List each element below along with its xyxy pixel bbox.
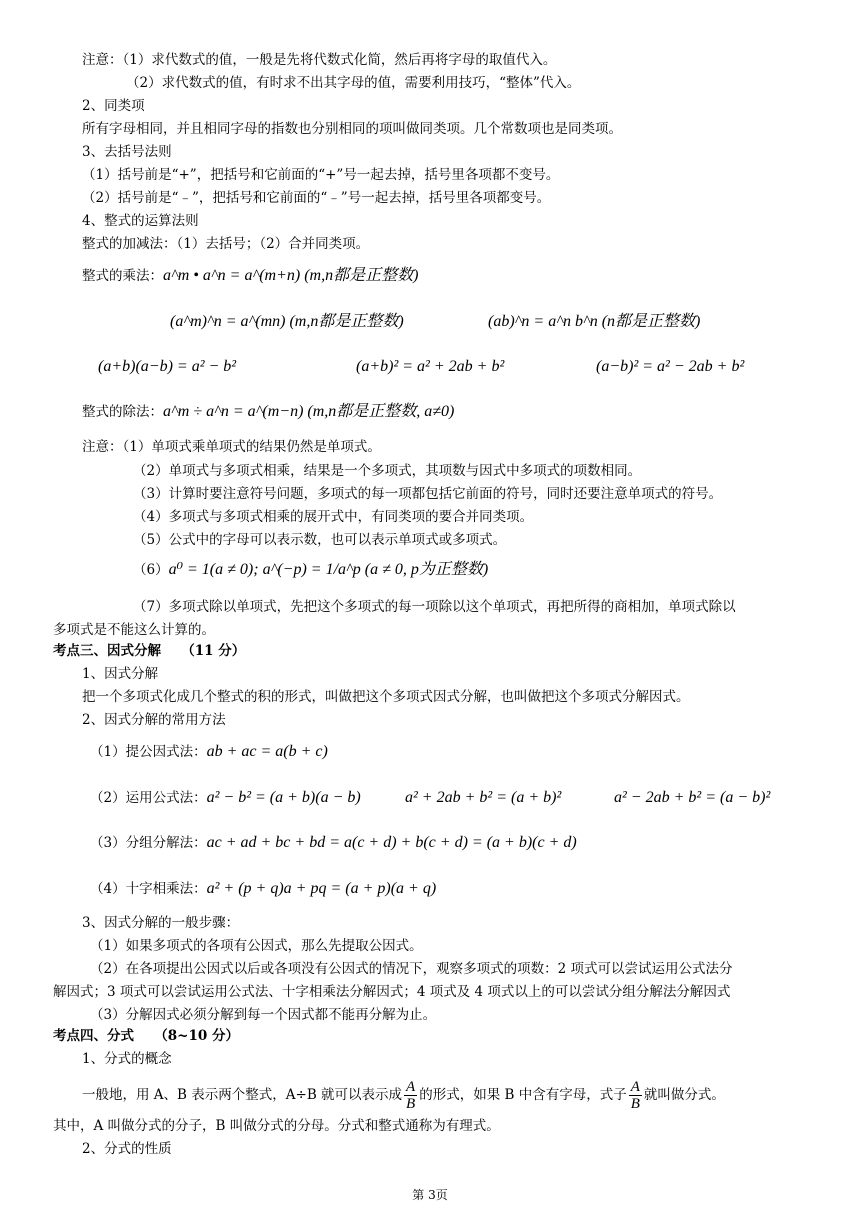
step-3: （3）分解因式必须分解到每一个因式都不能再分解为止。 — [90, 1007, 437, 1023]
division-rule — [82, 402, 454, 422]
note-mult-2: （2）单项式与多项式相乘，结果是一个多项式，其项数与因式中多项式的项数相同。 — [133, 463, 642, 479]
step-2a: （2）在各项提出公因式以后或各项没有公因式的情况下，观察多项式的项数：2 项式可以尝试运用公式法分 — [90, 961, 733, 977]
note-mult-6 — [133, 560, 488, 580]
heading-polynomial-ops: 4、整式的运算法则 — [82, 213, 199, 229]
section-factorization-title: 考点三、因式分解 （11 分） — [53, 643, 246, 659]
factorization-definition: 把一个多项式化成几个整式的积的形式，叫做把这个多项式因式分解，也叫做把这个多项式分解因式。 — [82, 689, 690, 705]
fraction-a-over-b — [404, 1079, 417, 1112]
square-of-sum-formula: (a+b)² = a² + 2ab + b² — [356, 358, 505, 375]
note-line-2: （2）求代数式的值，有时求不出其字母的值，需要利用技巧，“整体”代入。 — [126, 75, 581, 91]
heading-bracket-rule: 3、去括号法则 — [82, 144, 172, 160]
fraction-terms: 其中，A 叫做分式的分子，B 叫做分式的分母。分式和整式通称为有理式。 — [53, 1118, 500, 1134]
method-1-label: （1）提公因式法： — [90, 744, 207, 760]
steps-heading: 3、因式分解的一般步骤： — [82, 915, 240, 931]
method-2-label: （2）运用公式法： — [90, 790, 207, 806]
square-of-difference-formula: (a−b)² = a² − 2ab + b² — [596, 358, 745, 375]
zero-negative-exponent-formula: a⁰ = 1(a ≠ 0); a^(−p) = 1/a^p (a ≠ 0, p为正整数) — [168, 561, 489, 578]
fraction-definition — [82, 1075, 725, 1115]
multiplication-label: 整式的乘法： — [82, 268, 163, 284]
note-line-1: 注意：（1）求代数式的值，一般是先将代数式化简，然后再将字母的取值代入。 — [82, 52, 557, 68]
factorization-heading-2: 2、因式分解的常用方法 — [82, 712, 226, 728]
page-number: 第 3页 — [412, 1188, 448, 1202]
fraction-numerator-2: A — [630, 1079, 640, 1095]
method-common-factor — [90, 742, 328, 762]
step-2b: 解因式；3 项式可以尝试运用公式法、十字相乘法分解因式；4 项式及 4 项式以上的可以尝试分组分解法分解因式 — [53, 984, 731, 1000]
power-of-product-formula: (ab)^n = a^n b^n (n都是正整数) — [488, 313, 701, 330]
like-terms-definition: 所有字母相同，并且相同字母的指数也分别相同的项叫做同类项。几个常数项也是同类项。 — [82, 121, 622, 137]
method-4-formula: a² + (p + q)a + pq = (a + p)(a + q) — [206, 880, 437, 897]
method-2-formula-1: a² − b² = (a + b)(a − b) — [206, 789, 361, 806]
add-sub-rule: 整式的加减法：（1）去括号；（2）合并同类项。 — [82, 236, 370, 252]
fraction-heading-1: 1、分式的概念 — [82, 1051, 172, 1067]
power-of-power-formula: (a^m)^n = a^(mn) (m,n都是正整数) — [170, 313, 404, 330]
method-cross — [90, 879, 436, 899]
fraction-def-part-3: 就叫做分式。 — [643, 1087, 725, 1103]
fraction-a-over-b-2 — [629, 1079, 642, 1112]
division-formula: a^m ÷ a^n = a^(m−n) (m,n都是正整数, a≠0) — [163, 403, 455, 420]
note-mult-4: （4）多项式与多项式相乘的展开式中，有同类项的要合并同类项。 — [133, 509, 534, 525]
method-3-label: （3）分组分解法： — [90, 835, 207, 851]
method-1-formula: ab + ac = a(b + c) — [206, 743, 328, 760]
fraction-heading-2: 2、分式的性质 — [82, 1141, 172, 1157]
note-mult-3: （3）计算时要注意符号问题，多项式的每一项都包括它前面的符号，同时还要注意单项式的符号。 — [133, 486, 723, 502]
step-1: （1）如果多项式的各项有公因式，那么先提取公因式。 — [90, 938, 423, 954]
factorization-heading-1: 1、因式分解 — [82, 666, 159, 682]
method-2-formula-3: a² − 2ab + b² = (a − b)² — [614, 789, 771, 806]
note-mult-7a: （7）多项式除以单项式，先把这个多项式的每一项除以这个单项式，再把所得的商相加，单项式除以 — [133, 599, 736, 615]
fraction-def-part-2: 的形式，如果 B 中含有字母，式子 — [419, 1087, 627, 1103]
division-label: 整式的除法： — [82, 404, 163, 420]
bracket-rule-1: （1）括号前是“+”，把括号和它前面的“+”号一起去掉，括号里各项都不变号。 — [82, 167, 560, 183]
multiplication-formula: a^m • a^n = a^(m+n) (m,n都是正整数) — [163, 267, 419, 284]
method-3-formula: ac + ad + bc + bd = a(c + d) + b(c + d) = (a + b)(c + d) — [206, 834, 577, 851]
fraction-denominator-2: B — [630, 1096, 640, 1112]
section-fraction-title: 考点四、分式 （8~10 分） — [53, 1028, 239, 1044]
multiplication-rule — [82, 266, 418, 286]
method-2-formula-2: a² + 2ab + b² = (a + b)² — [405, 789, 562, 806]
fraction-def-part-1: 一般地，用 A、B 表示两个整式，A÷B 就可以表示成 — [82, 1087, 403, 1103]
method-formula — [90, 788, 361, 808]
method-grouping — [90, 833, 577, 853]
difference-of-squares-formula: (a+b)(a−b) = a² − b² — [98, 358, 237, 375]
heading-like-terms: 2、同类项 — [82, 98, 145, 114]
note-6-label: （6） — [133, 562, 169, 578]
note-mult-1: 注意：（1）单项式乘单项式的结果仍然是单项式。 — [82, 439, 381, 455]
fraction-numerator: A — [406, 1079, 416, 1095]
bracket-rule-2: （2）括号前是“﹣”，把括号和它前面的“﹣”号一起去掉，括号里各项都变号。 — [82, 190, 551, 206]
note-mult-7b: 多项式是不能这么计算的。 — [53, 622, 215, 638]
fraction-denominator: B — [406, 1096, 416, 1112]
note-mult-5: （5）公式中的字母可以表示数，也可以表示单项式或多项式。 — [133, 532, 507, 548]
method-4-label: （4）十字相乘法： — [90, 881, 207, 897]
